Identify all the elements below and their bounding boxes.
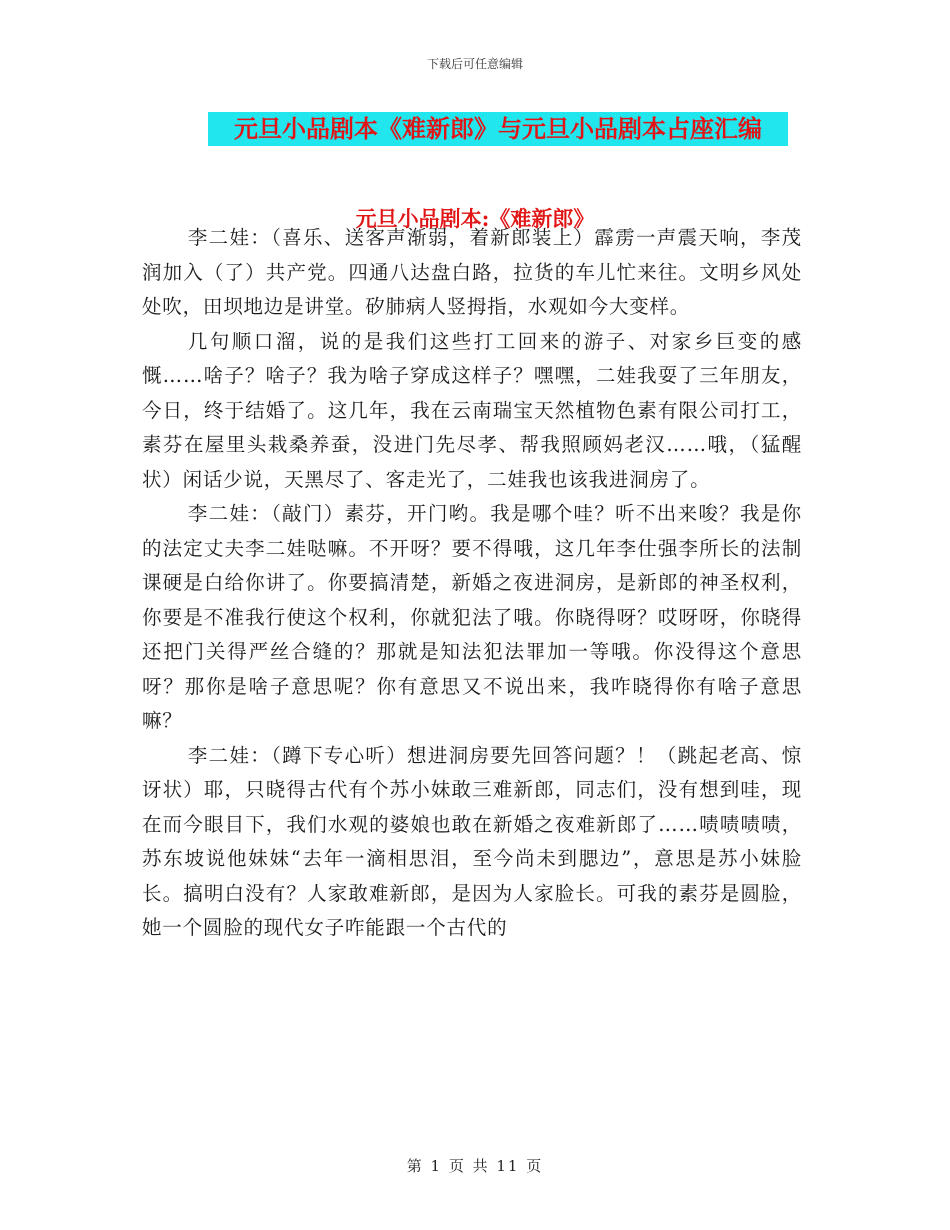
paragraph-3: 李二娃：（敲门）素芬，开门哟。我是哪个哇？听不出来唆？我是你的法定丈夫李二娃哒嘛。不开呀？要不得哦，这几年李仕强李所长的法制课硬是白给你讲了。你要搞清楚，新婚之夜进洞房，是新郎的神圣权利，你要是不准我行使这个权利，你就犯法了哦。你晓得呀？哎呀呀，你晓得还把门关得严丝合缝的？那就是知法犯法罪加一等哦。你没得这个意思呀？那你是啥子意思呢？你有意思又不说出来，我咋晓得你有啥子意思嘛？ [142, 502, 802, 732]
document-title: 元旦小品剧本《难新郎》与元旦小品剧本占座汇编 [208, 112, 788, 146]
page-number-footer: 第 1 页 共 11 页 [406, 1157, 544, 1175]
paragraph-2: 几句顺口溜，说的是我们这些打工回来的游子、对家乡巨变的感慨……啥子？啥子？我为啥子穿成这样子？嘿嘿，二娃我耍了三年朋友，今日，终于结婚了。这几年，我在云南瑞宝天然植物色素有限公司打工，素芬在屋里头栽桑养蚕，没进门先尽孝、帮我照顾妈老汉……哦，（猛醒状）闲话少说，天黑尽了、客走光了，二娃我也该我进洞房了。 [142, 329, 802, 491]
paragraph-1: 李二娃：（喜乐、送客声渐弱，着新郎装上）霹雳一声震天响，李茂润加入（了）共产党。四通八达盘白路，拉货的车儿忙来往。文明乡风处处吹，田坝地边是讲堂。矽肺病人竖拇指，水观如今大变样。 [142, 226, 802, 318]
document-body [142, 221, 802, 946]
paragraph-4: 李二娃：（蹲下专心听）想进洞房要先回答问题？！（跳起老高、惊讶状）耶，只晓得古代有个苏小妹敢三难新郎，同志们，没有想到哇，现在而今眼目下，我们水观的婆娘也敢在新婚之夜难新郎了……啧啧啧啧，苏东坡说他妹妹“去年一滴相思泪，至今尚未到腮边”，意思是苏小妹脸长。搞明白没有？人家敢难新郎，是因为人家脸长。可我的素芬是圆脸，她一个圆脸的现代女子咋能跟一个古代的 [142, 743, 802, 939]
page-header-note: 下载后可任意编辑 [426, 57, 523, 71]
section-title: 元旦小品剧本:《难新郎》 [355, 206, 595, 231]
